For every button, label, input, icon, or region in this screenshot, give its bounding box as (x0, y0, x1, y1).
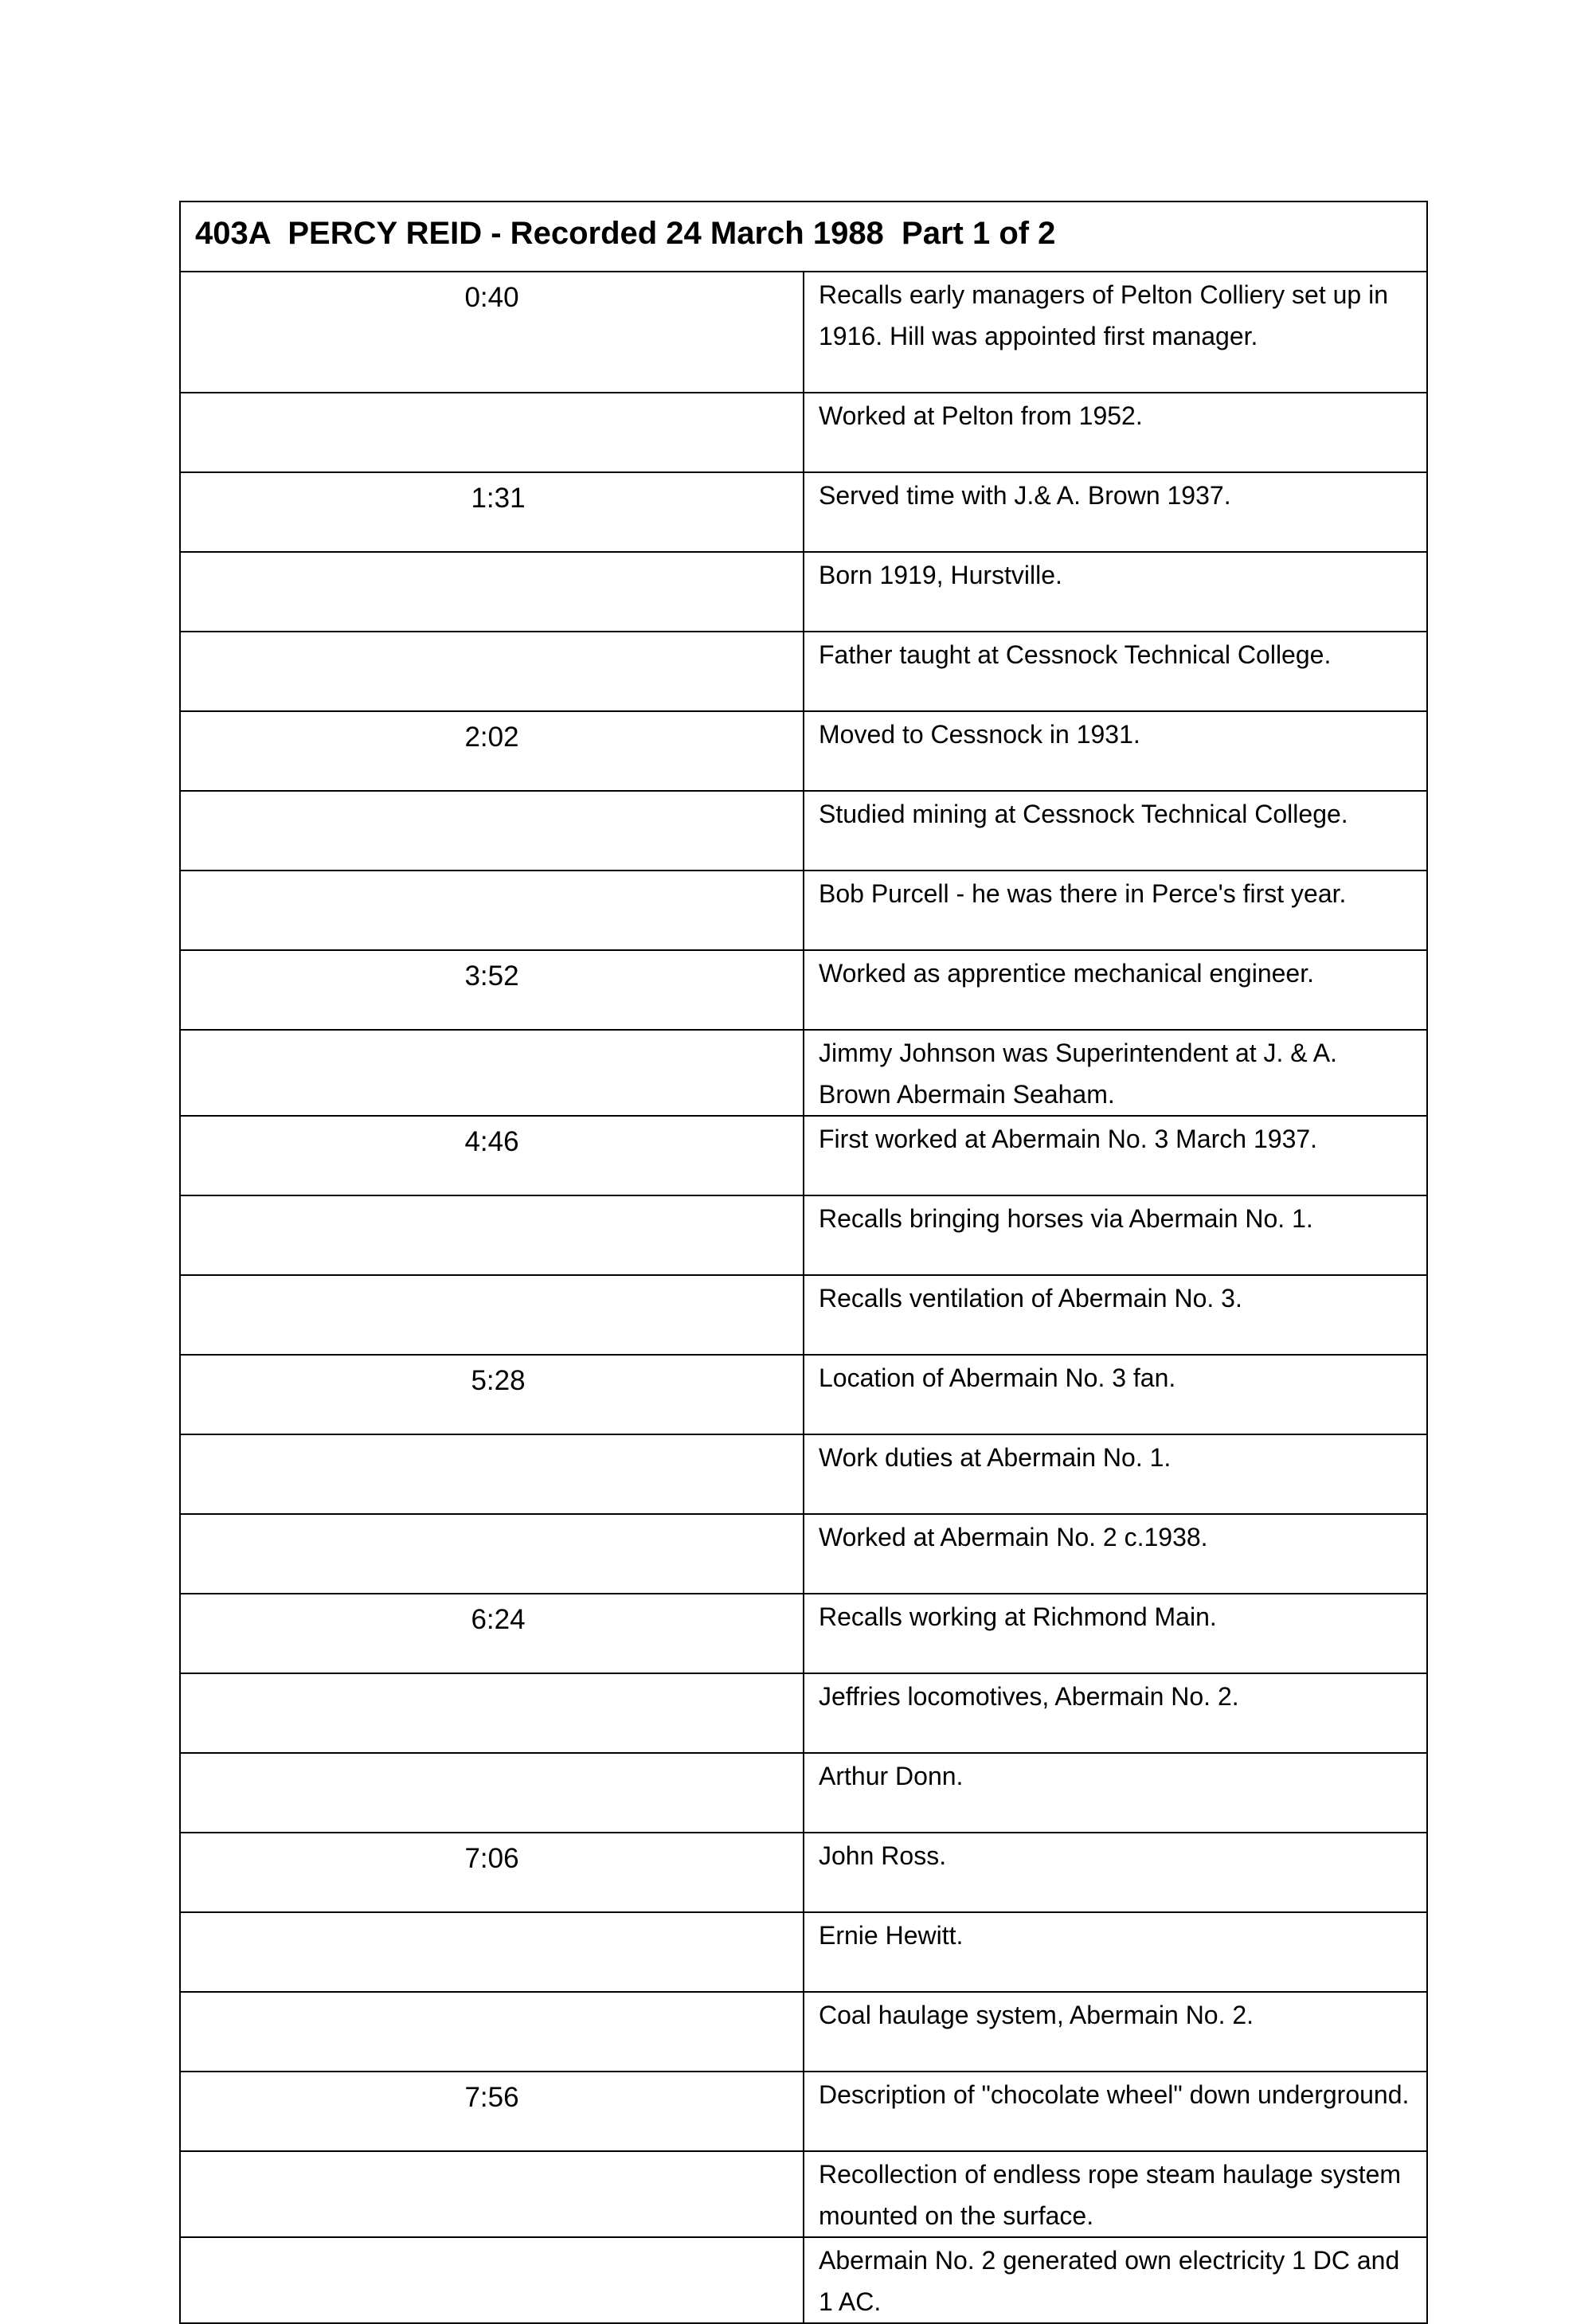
timestamp: 2:02 (464, 722, 519, 753)
time-cell (180, 393, 804, 472)
description-cell: Worked at Pelton from 1952. (804, 393, 1427, 472)
description-cell: Father taught at Cessnock Technical College. (804, 632, 1427, 711)
table-row (180, 1275, 1427, 1355)
table-row (180, 871, 1427, 950)
table-row (180, 1992, 1427, 2072)
table-row (180, 552, 1427, 632)
table-row (180, 1355, 1427, 1434)
time-cell (180, 472, 804, 552)
description-cell: Worked as apprentice mechanical engineer. (804, 950, 1427, 1030)
timestamp: 5:28 (471, 1365, 526, 1396)
description-cell: Arthur Donn. (804, 1753, 1427, 1833)
table-row (180, 1594, 1427, 1673)
description-cell: Recalls ventilation of Abermain No. 3. (804, 1275, 1427, 1355)
title-cell (180, 201, 1427, 272)
time-cell (180, 1275, 804, 1355)
time-cell (180, 2237, 804, 2323)
table-row (180, 711, 1427, 791)
description-cell: Born 1919, Hurstville. (804, 552, 1427, 632)
table-row (180, 2072, 1427, 2151)
description-cell: Recalls working at Richmond Main. (804, 1594, 1427, 1673)
description-cell: Recollection of endless rope steam haulage system mounted on the surface. (804, 2151, 1427, 2237)
description-cell: Bob Purcell - he was there in Perce's first year. (804, 871, 1427, 950)
table-row (180, 272, 1427, 393)
description-cell: Location of Abermain No. 3 fan. (804, 1355, 1427, 1434)
recording-log-table (179, 201, 1428, 2324)
description-cell: Worked at Abermain No. 2 c.1938. (804, 1514, 1427, 1594)
table-row (180, 791, 1427, 871)
time-cell (180, 711, 804, 791)
timestamp: 7:56 (464, 2082, 519, 2113)
time-cell (180, 632, 804, 711)
description-cell: Recalls early managers of Pelton Colliery set up in 1916. Hill was appointed first manager. (804, 272, 1427, 393)
time-cell (180, 871, 804, 950)
description-cell: Abermain No. 2 generated own electricity 1 DC and 1 AC. (804, 2237, 1427, 2323)
timestamp: 1:31 (471, 483, 526, 514)
table-row (180, 950, 1427, 1030)
table-row (180, 1030, 1427, 1116)
table-row (180, 1514, 1427, 1594)
description-cell: Served time with J.& A. Brown 1937. (804, 472, 1427, 552)
time-cell (180, 1753, 804, 1833)
time-cell (180, 1195, 804, 1275)
time-cell (180, 1514, 804, 1594)
table-row (180, 393, 1427, 472)
time-cell (180, 1594, 804, 1673)
table-row (180, 1753, 1427, 1833)
table-row (180, 472, 1427, 552)
table-row (180, 2237, 1427, 2323)
time-cell (180, 1434, 804, 1514)
time-cell (180, 1912, 804, 1992)
description-cell: Description of "chocolate wheel" down underground. (804, 2072, 1427, 2151)
description-cell: John Ross. (804, 1833, 1427, 1912)
time-cell (180, 1355, 804, 1434)
time-cell (180, 2072, 804, 2151)
description-cell: Ernie Hewitt. (804, 1912, 1427, 1992)
time-cell (180, 1992, 804, 2072)
description-cell: Work duties at Abermain No. 1. (804, 1434, 1427, 1514)
table-row (180, 1673, 1427, 1753)
time-cell (180, 1673, 804, 1753)
title-row (180, 201, 1427, 272)
timestamp: 7:06 (464, 1843, 519, 1874)
table-row (180, 632, 1427, 711)
table-row (180, 2151, 1427, 2237)
timestamp: 0:40 (464, 282, 519, 313)
description-cell: Moved to Cessnock in 1931. (804, 711, 1427, 791)
description-cell: Jeffries locomotives, Abermain No. 2. (804, 1673, 1427, 1753)
table-row (180, 1434, 1427, 1514)
description-cell: Jimmy Johnson was Superintendent at J. & A. Brown Abermain Seaham. (804, 1030, 1427, 1116)
timestamp: 6:24 (471, 1604, 526, 1635)
time-cell (180, 1833, 804, 1912)
table-row (180, 1912, 1427, 1992)
time-cell (180, 950, 804, 1030)
time-cell (180, 2151, 804, 2237)
time-cell (180, 1030, 804, 1116)
time-cell (180, 791, 804, 871)
description-cell: Recalls bringing horses via Abermain No. 1. (804, 1195, 1427, 1275)
time-cell (180, 1116, 804, 1195)
description-cell: Studied mining at Cessnock Technical College. (804, 791, 1427, 871)
time-cell (180, 272, 804, 393)
document-title: 403A PERCY REID - Recorded 24 March 1988 Part 1 of 2 (195, 216, 1056, 251)
time-cell (180, 552, 804, 632)
table-row (180, 1116, 1427, 1195)
timestamp: 4:46 (464, 1126, 519, 1157)
table-row (180, 1195, 1427, 1275)
table-row (180, 1833, 1427, 1912)
timestamp: 3:52 (464, 961, 519, 992)
description-cell: First worked at Abermain No. 3 March 1937. (804, 1116, 1427, 1195)
description-cell: Coal haulage system, Abermain No. 2. (804, 1992, 1427, 2072)
